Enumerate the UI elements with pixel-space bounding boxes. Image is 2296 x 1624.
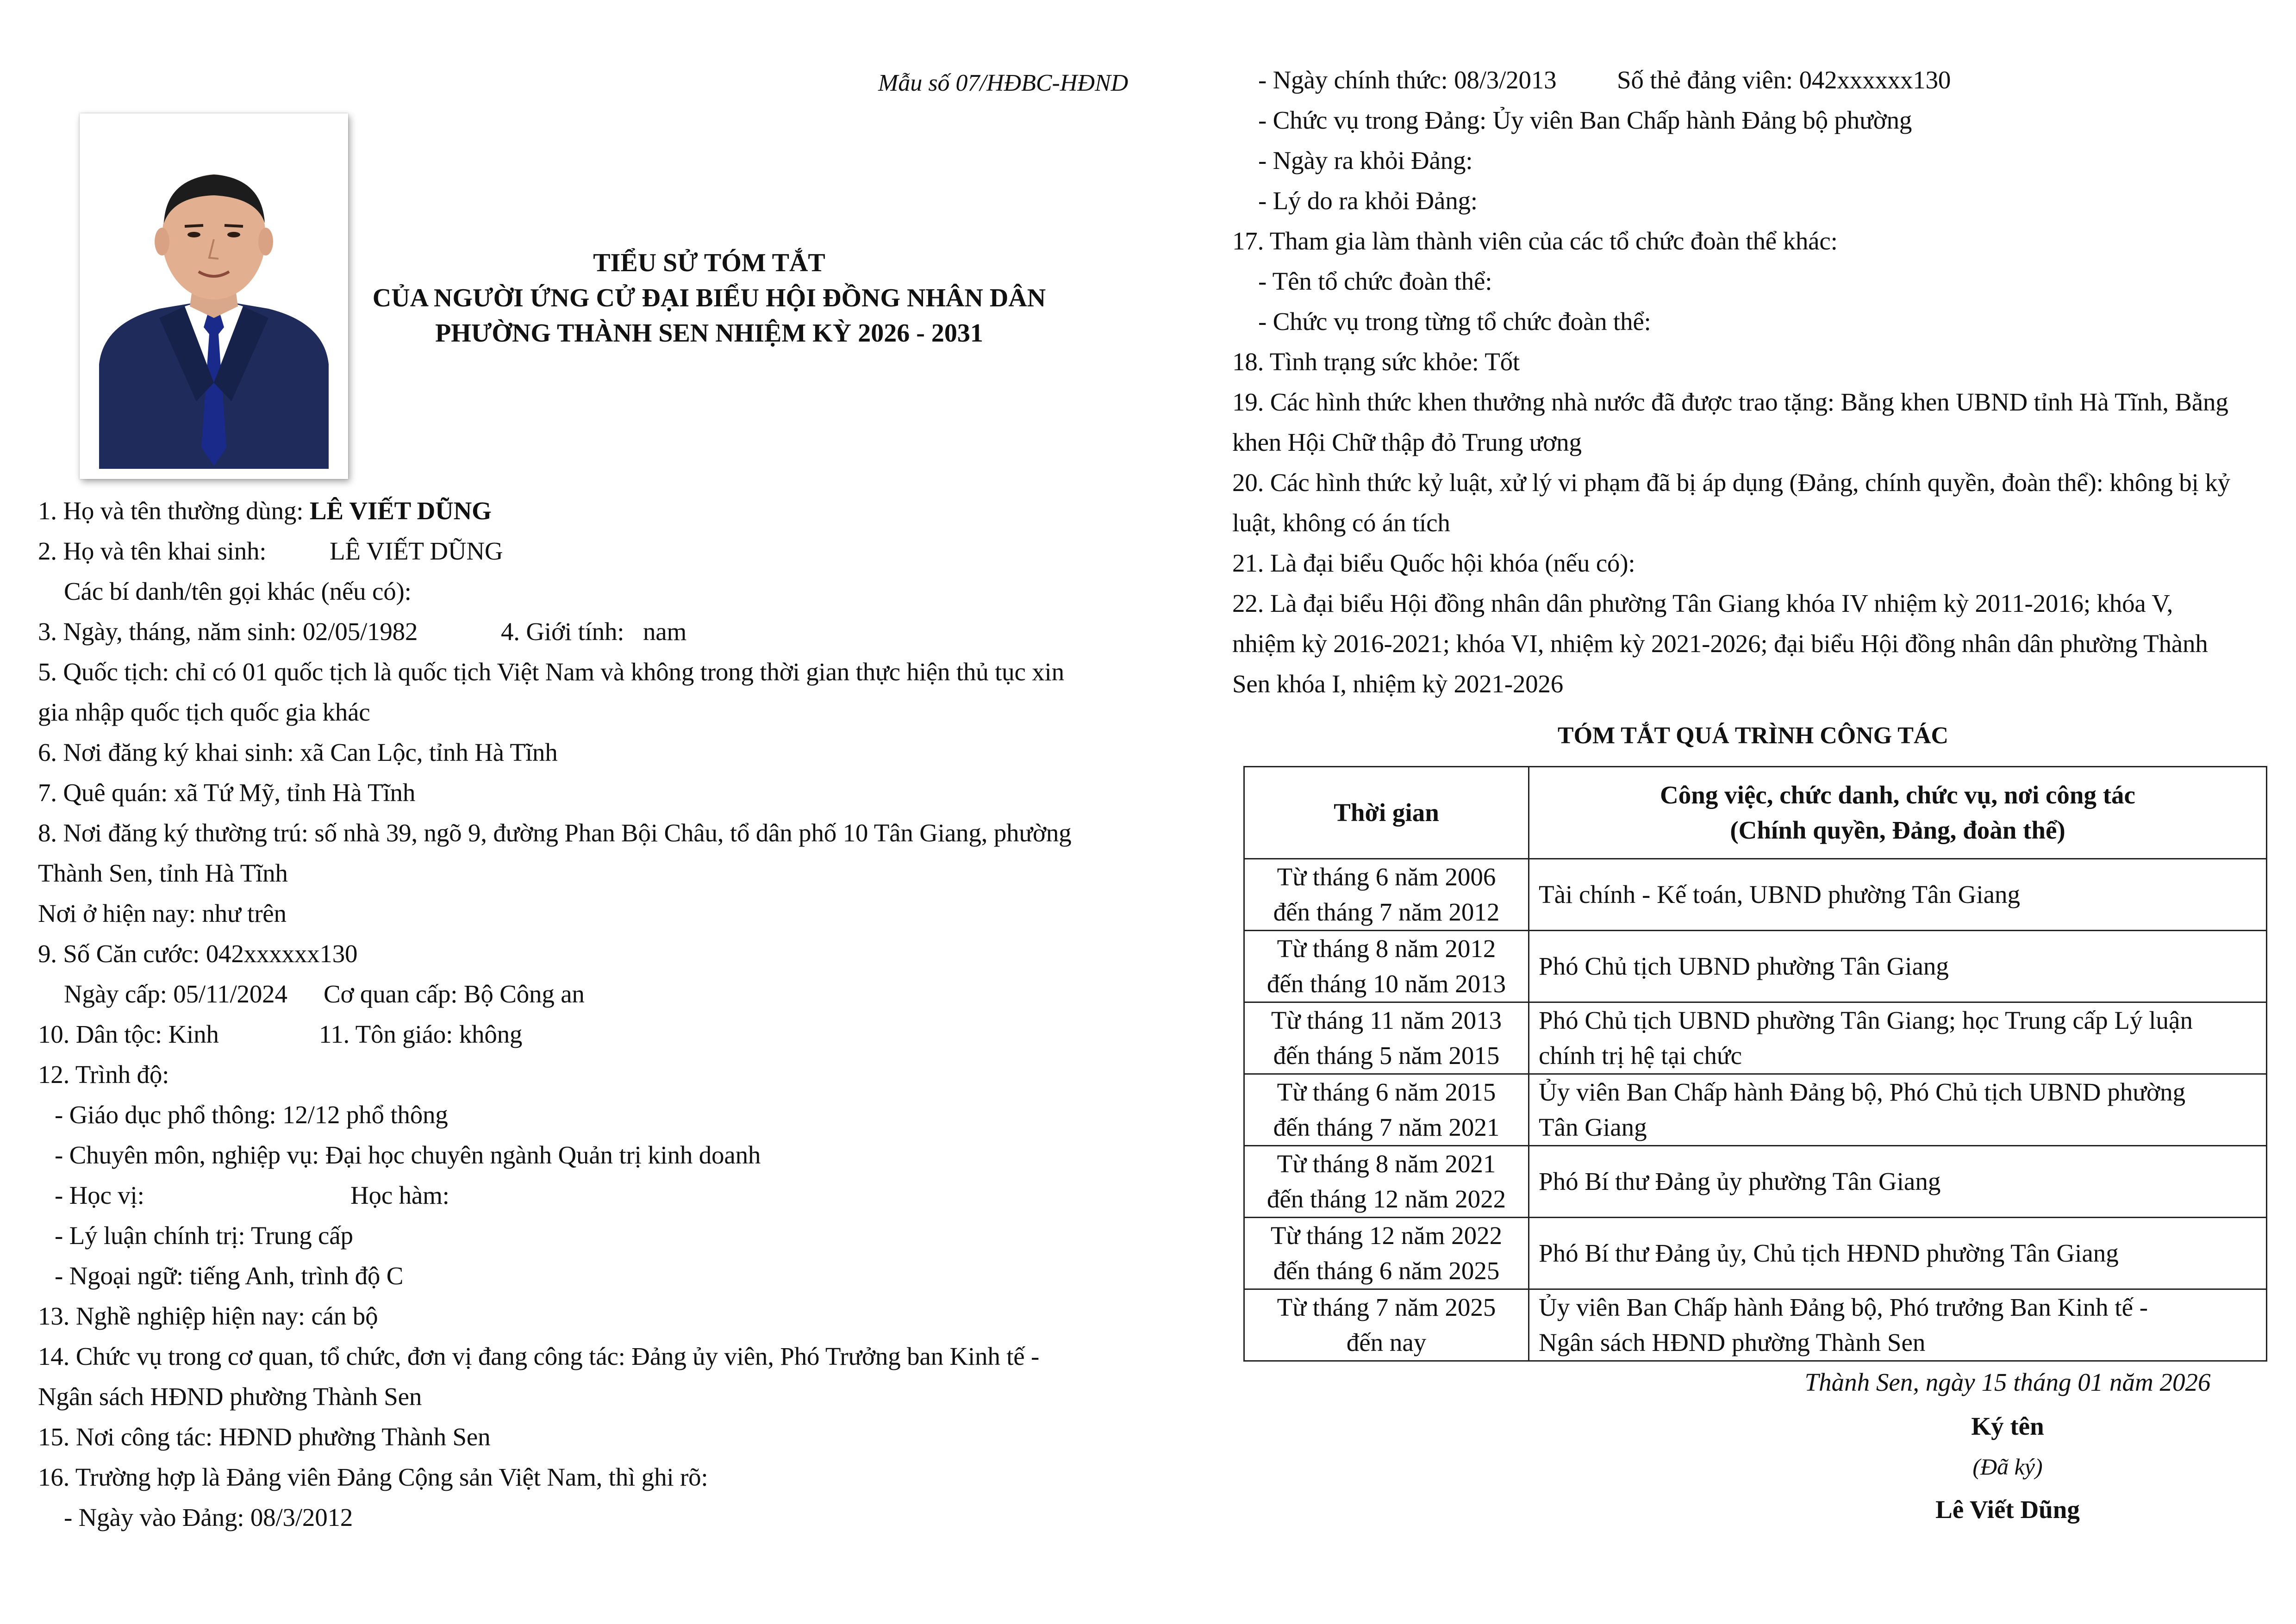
title-line-2: CỦA NGƯỜI ỨNG CỬ ĐẠI BIỂU HỘI ĐỒNG NHÂN DÂN [372, 284, 1046, 312]
field-9-issuing-agency: Cơ quan cấp: Bộ Công an [324, 980, 585, 1008]
field-17-org-name: - Tên tổ chức đoàn thể: [1258, 267, 1492, 295]
row-description: Phó Bí thư Đảng ủy, Chủ tịch HĐND phường Tân Giang [1529, 1218, 2267, 1289]
birth-name-value: LÊ VIẾT DŨNG [330, 537, 503, 565]
field-22-council-line-3: Sen khóa I, nhiệm kỳ 2021-2026 [1232, 670, 1564, 698]
header-description [1529, 767, 2267, 859]
field-8-residence-line-1: 8. Nơi đăng ký thường trú: số nhà 39, ngõ 9, đường Phan Bội Châu, tổ dân phố 10 Tân Giang, phường [38, 819, 1072, 847]
field-16-leave-reason: - Lý do ra khỏi Đảng: [1258, 187, 1478, 215]
field-21-national-assembly: 21. Là đại biểu Quốc hội khóa (nếu có): [1232, 549, 1635, 577]
field-22-council-line-1: 22. Là đại biểu Hội đồng nhân dân phường Tân Giang khóa IV nhiệm kỳ 2011-2016; khóa V, [1232, 589, 2173, 617]
field-1 [38, 496, 492, 526]
candidate-photo [80, 113, 348, 479]
header-time: Thời gian [1244, 767, 1529, 859]
document-title [362, 245, 1056, 351]
field-2-aliases: Các bí danh/tên gọi khác (nếu có): [64, 577, 412, 605]
field-16-leave-date: - Ngày ra khỏi Đảng: [1258, 146, 1473, 174]
field-9-issue-date: Ngày cấp: 05/11/2024 [64, 980, 287, 1008]
row-description: Tài chính - Kế toán, UBND phường Tân Giang [1529, 859, 2267, 931]
header-description-line-2: (Chính quyền, Đảng, đoàn thể) [1730, 816, 2065, 844]
field-22-council-line-2: nhiệm kỳ 2016-2021; khóa VI, nhiệm kỳ 2021-2026; đại biểu Hội đồng nhân dân phường Thành [1232, 629, 2208, 658]
portrait-image [90, 124, 338, 469]
field-16-official-date: - Ngày chính thức: 08/3/2013 [1258, 66, 1557, 94]
field-16-party-card: Số thẻ đảng viên: 042xxxxxx130 [1617, 66, 1951, 94]
row-time: Từ tháng 6 năm 2015 đến tháng 7 năm 2021 [1244, 1074, 1529, 1146]
row-description: Phó Chủ tịch UBND phường Tân Giang [1529, 931, 2267, 1002]
field-16-party-position: - Chức vụ trong Đảng: Ủy viên Ban Chấp hành Đảng bộ phường [1258, 106, 1912, 134]
field-14-position-line-2: Ngân sách HĐND phường Thành Sen [38, 1382, 422, 1411]
row-time: Từ tháng 8 năm 2021 đến tháng 12 năm 2022 [1244, 1146, 1529, 1218]
header-description-line-1: Công việc, chức danh, chức vụ, nơi công tác [1660, 781, 2135, 809]
field-15-workplace: 15. Nơi công tác: HĐND phường Thành Sen [38, 1423, 491, 1451]
table-row [1244, 1289, 2267, 1361]
row-time: Từ tháng 6 năm 2006 đến tháng 7 năm 2012 [1244, 859, 1529, 931]
table-row [1244, 859, 2267, 931]
row-time: Từ tháng 8 năm 2012 đến tháng 10 năm 2013 [1244, 931, 1529, 1002]
row-time: Từ tháng 7 năm 2025 đến nay [1244, 1289, 1529, 1361]
title-line-1: TIỂU SỬ TÓM TẮT [593, 249, 825, 277]
field-16-join-date: - Ngày vào Đảng: 08/3/2012 [64, 1503, 353, 1531]
field-20-discipline-line-1: 20. Các hình thức kỷ luật, xử lý vi phạm đã bị áp dụng (Đảng, chính quyền, đoàn thể): không bị kỷ [1232, 468, 2230, 497]
field-12-education: 12. Trình độ: [38, 1060, 169, 1089]
field-9-id-number: 9. Số Căn cước: 042xxxxxx130 [38, 940, 358, 968]
field-16-party-member: 16. Trường hợp là Đảng viên Đảng Cộng sản Việt Nam, thì ghi rõ: [38, 1463, 708, 1491]
field-12-academic-title: Học hàm: [350, 1181, 449, 1209]
field-1-label: 1. Họ và tên thường dùng: [38, 497, 310, 525]
work-history-title: TÓM TẮT QUÁ TRÌNH CÔNG TÁC [1557, 722, 1949, 749]
field-13-occupation: 13. Nghề nghiệp hiện nay: cán bộ [38, 1302, 378, 1330]
field-20-discipline-line-2: luật, không có án tích [1232, 509, 1450, 537]
table-row [1244, 1146, 2267, 1218]
field-17-organizations: 17. Tham gia làm thành viên của các tổ chức đoàn thể khác: [1232, 227, 1838, 255]
table-row [1244, 1002, 2267, 1074]
field-8-residence-line-2: Thành Sen, tỉnh Hà Tĩnh [38, 859, 288, 887]
field-12-specialty: - Chuyên môn, nghiệp vụ: Đại học chuyên ngành Quản trị kinh doanh [55, 1141, 761, 1169]
signer-name: Lê Viết Dũng [1935, 1495, 2080, 1524]
field-19-awards-line-2: khen Hội Chữ thập đỏ Trung ương [1232, 428, 1582, 456]
row-description: Phó Bí thư Đảng ủy phường Tân Giang [1529, 1146, 2267, 1218]
signature-signed-note: (Đã ký) [1972, 1454, 2043, 1480]
field-12-foreign-language: - Ngoại ngữ: tiếng Anh, trình độ C [55, 1262, 404, 1290]
field-6-birth-registration: 6. Nơi đăng ký khai sinh: xã Can Lộc, tỉnh Hà Tĩnh [38, 738, 558, 766]
field-8-current-address: Nơi ở hiện nay: như trên [38, 899, 287, 927]
table-row [1244, 1218, 2267, 1289]
work-history-table [1243, 766, 2267, 1362]
field-4-gender: 4. Giới tính: nam [501, 617, 687, 646]
form-code: Mẫu số 07/HĐBC-HĐND [878, 70, 1129, 96]
field-10-ethnicity: 10. Dân tộc: Kinh [38, 1020, 219, 1048]
row-description: Phó Chủ tịch UBND phường Tân Giang; học Trung cấp Lý luận chính trị hệ tại chức [1529, 1002, 2267, 1074]
field-12-general-education: - Giáo dục phổ thông: 12/12 phổ thông [55, 1101, 448, 1129]
field-11-religion: 11. Tôn giáo: không [319, 1020, 523, 1048]
row-description: Ủy viên Ban Chấp hành Đảng bộ, Phó Chủ tịch UBND phường Tân Giang [1529, 1074, 2267, 1146]
field-2-label: 2. Họ và tên khai sinh: [38, 537, 267, 565]
field-5-nationality-line-2: gia nhập quốc tịch quốc gia khác [38, 698, 370, 726]
common-name-value: LÊ VIẾT DŨNG [309, 497, 492, 525]
field-7-hometown: 7. Quê quán: xã Tứ Mỹ, tỉnh Hà Tĩnh [38, 778, 416, 807]
field-5-nationality-line-1: 5. Quốc tịch: chỉ có 01 quốc tịch là quốc tịch Việt Nam và không trong thời gian thực hiện thủ tục xin [38, 658, 1064, 686]
field-14-position-line-1: 14. Chức vụ trong cơ quan, tổ chức, đơn vị đang công tác: Đảng ủy viên, Phó Trưởng ban Kinh tế - [38, 1342, 1040, 1370]
table-header-row [1244, 767, 2267, 859]
field-12-degree: - Học vị: [55, 1181, 144, 1209]
title-line-3: PHƯỜNG THÀNH SEN NHIỆM KỲ 2026 - 2031 [435, 319, 983, 348]
field-18-health: 18. Tình trạng sức khỏe: Tốt [1232, 348, 1520, 376]
row-description: Ủy viên Ban Chấp hành Đảng bộ, Phó trưởng Ban Kinh tế - Ngân sách HĐND phường Thành Sen [1529, 1289, 2267, 1361]
table-row [1244, 1074, 2267, 1146]
table-row [1244, 931, 2267, 1002]
field-19-awards-line-1: 19. Các hình thức khen thưởng nhà nước đã được trao tặng: Bằng khen UBND tỉnh Hà Tĩnh, Bằng [1232, 388, 2228, 416]
row-time: Từ tháng 11 năm 2013 đến tháng 5 năm 2015 [1244, 1002, 1529, 1074]
field-12-political-theory: - Lý luận chính trị: Trung cấp [55, 1221, 353, 1250]
signature-place-date: Thành Sen, ngày 15 tháng 01 năm 2026 [1804, 1368, 2211, 1396]
field-17-org-position: - Chức vụ trong từng tổ chức đoàn thể: [1258, 307, 1651, 336]
field-3-birthdate: 3. Ngày, tháng, năm sinh: 02/05/1982 [38, 617, 418, 646]
signature-label: Ký tên [1971, 1412, 2044, 1440]
row-time: Từ tháng 12 năm 2022 đến tháng 6 năm 2025 [1244, 1218, 1529, 1289]
